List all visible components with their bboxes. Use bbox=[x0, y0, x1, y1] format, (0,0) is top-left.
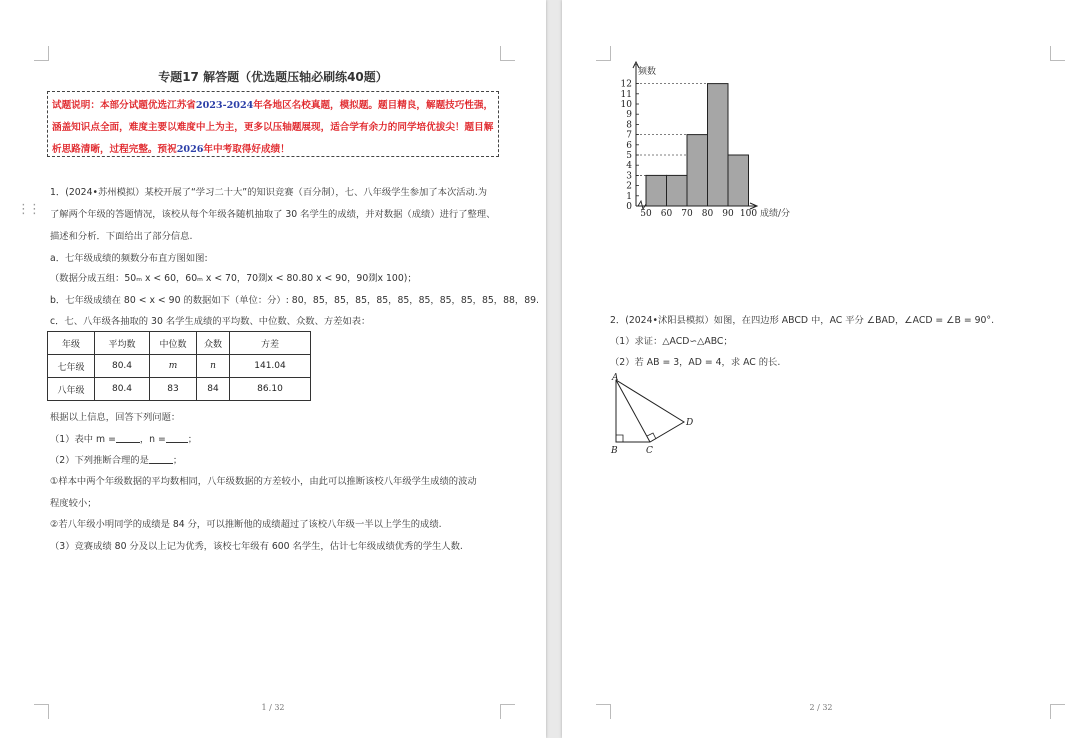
q2-part1: （1）求证：△ACD∽△ABC； bbox=[610, 336, 733, 347]
crop-mark bbox=[34, 46, 49, 61]
q1-part1-text: ，n = bbox=[139, 434, 166, 445]
y-tick-label: 9 bbox=[626, 110, 632, 121]
histogram-x-ticks bbox=[640, 209, 757, 219]
table-cell: 83 bbox=[150, 378, 197, 401]
table-cell: 86.10 bbox=[230, 378, 311, 401]
y-tick-label: 2 bbox=[626, 181, 632, 192]
table-cell: 八年级 bbox=[48, 378, 95, 401]
histogram-bar bbox=[646, 175, 667, 206]
q1-intro: 1．(2024•苏州模拟）某校开展了“学习二十大”的知识竞赛（百分制），七、八年级学生参加了本次活动.为 bbox=[50, 187, 488, 198]
table-header-row bbox=[48, 332, 311, 355]
y-tick-label: 6 bbox=[626, 140, 632, 151]
x-axis-label: 成绩/分 bbox=[760, 209, 791, 219]
notice-year: 2026 bbox=[176, 144, 204, 155]
y-tick-label: 0 bbox=[626, 202, 632, 212]
x-tick-label: 60 bbox=[660, 209, 673, 219]
q1-part2 bbox=[50, 452, 182, 466]
page-number: 1 / 32 bbox=[261, 703, 285, 712]
table-header: 年级 bbox=[48, 332, 95, 355]
x-tick-label: 90 bbox=[722, 209, 734, 219]
y-axis-label: 频数 bbox=[638, 67, 657, 77]
q1-part2-text: ； bbox=[172, 455, 183, 466]
y-tick-label: 8 bbox=[626, 120, 632, 131]
q1-intro: 描述和分析．下面给出了部分信息. bbox=[50, 231, 193, 242]
crop-mark bbox=[500, 46, 515, 61]
answer-blank bbox=[149, 454, 173, 464]
histogram-bar bbox=[687, 135, 708, 206]
y-tick-label: 3 bbox=[626, 171, 632, 182]
y-tick-label: 4 bbox=[626, 161, 632, 172]
frequency-histogram bbox=[602, 58, 802, 226]
y-tick-label: 12 bbox=[620, 79, 632, 90]
table-cell: m bbox=[150, 355, 197, 378]
q1-a-label: a．七年级成绩的频数分布直方图如图: bbox=[50, 253, 208, 264]
q1-part1 bbox=[50, 431, 197, 445]
x-tick-label: 70 bbox=[681, 209, 693, 219]
table-header: 中位数 bbox=[150, 332, 197, 355]
axis-break-mark bbox=[638, 201, 646, 209]
y-tick-label: 1 bbox=[626, 191, 632, 202]
y-tick-label: 10 bbox=[620, 100, 632, 110]
x-tick-label: 50 bbox=[640, 209, 652, 219]
answer-blank bbox=[116, 433, 140, 443]
vertex-label-b: B bbox=[611, 446, 618, 456]
table-row bbox=[48, 355, 311, 378]
table-cell: 84 bbox=[197, 378, 230, 401]
q1-part1-text: （1）表中 m = bbox=[50, 434, 116, 445]
x-tick-label: 80 bbox=[701, 209, 714, 219]
table-cell: 七年级 bbox=[48, 355, 95, 378]
document-title: 专题17 解答题（优选题压轴必刷练40题） bbox=[158, 70, 388, 84]
q2-intro: 2．(2024•沭阳县模拟）如图，在四边形 ABCD 中，AC 平分 ∠BAD，∠ACD = ∠B = 90°. bbox=[610, 315, 995, 326]
x-tick-label: 100 bbox=[739, 209, 758, 219]
table-header: 方差 bbox=[230, 332, 311, 355]
notice-text: 试题说明：本部分试题优选江苏省 bbox=[52, 100, 196, 111]
quadrilateral-figure bbox=[606, 372, 702, 458]
q1-part1-text: ； bbox=[187, 434, 198, 445]
vertex-label-a: A bbox=[612, 373, 619, 383]
q1-part2-text: （2）下列推断合理的是 bbox=[50, 455, 149, 466]
answer-blank bbox=[166, 433, 188, 443]
y-tick-label: 11 bbox=[620, 89, 632, 100]
notice-year: 2023-2024 bbox=[195, 100, 254, 111]
q1-b-line: b．七年级成绩在 80 < x < 90 的数据如下（单位：分）: 80，85，85，85，85，85，85，85，85，85，88，89. bbox=[50, 295, 539, 306]
q1-reason-1: ①样本中两个年级数据的平均数相同，八年级数据的方差较小，由此可以推断该校八年级学生成绩的波动 bbox=[50, 476, 477, 487]
q1-c-line: c．七、八年级各抽取的 30 名学生成绩的平均数、中位数、众数、方差如表： bbox=[50, 316, 371, 327]
quadrilateral-outline bbox=[616, 380, 684, 442]
q1-prompt: 根据以上信息，回答下列问题： bbox=[50, 412, 181, 423]
q1-a-groups: （数据分成五组：50ₘ x < 60，60ₘ x < 70，70剟x < 80.80 x < 90，90剟x 100)； bbox=[50, 273, 417, 284]
vertex-label-c: C bbox=[646, 446, 653, 456]
vertex-label-d: D bbox=[686, 418, 694, 428]
histogram-bar bbox=[708, 84, 729, 206]
notice-box bbox=[47, 91, 499, 157]
table-cell: 80.4 bbox=[95, 355, 150, 378]
histogram-bars bbox=[646, 84, 749, 206]
document-page-2 bbox=[562, 0, 1080, 738]
page-number: 2 / 32 bbox=[809, 703, 833, 712]
histogram-bar bbox=[728, 155, 749, 206]
histogram-bar bbox=[667, 175, 688, 206]
notice-text: 年各地区名校真题，模拟题。题目精良，解题技巧性强，涵盖知识点全面，难度主要以难度中上为主，更多以压轴题展现，适合学有余力的同学培优拔尖！题目解析思路清晰，过程完整。预祝 bbox=[52, 100, 494, 155]
table-cell: 141.04 bbox=[230, 355, 311, 378]
stats-table bbox=[47, 331, 311, 401]
notice-text: 年中考取得好成绩！ bbox=[203, 144, 290, 155]
table-header: 平均数 bbox=[95, 332, 150, 355]
y-tick-label: 5 bbox=[626, 151, 632, 161]
q2-part2: （2）若 AB = 3，AD = 4，求 AC 的长. bbox=[610, 357, 781, 368]
y-tick-label: 7 bbox=[626, 130, 632, 141]
q1-intro: 了解两个年级的答题情况，该校从每个年级各随机抽取了 30 名学生的成绩，并对数据（成绩）进行了整理、 bbox=[50, 209, 496, 220]
q1-reason-1: 程度较小； bbox=[50, 498, 97, 509]
table-header: 众数 bbox=[197, 332, 230, 355]
table-cell: n bbox=[197, 355, 230, 378]
crop-mark bbox=[1050, 46, 1065, 61]
table-row bbox=[48, 378, 311, 401]
q1-part3: （3）竞赛成绩 80 分及以上记为优秀，该校七年级有 600 名学生，估计七年级成绩优秀的学生人数. bbox=[50, 541, 463, 552]
q1-reason-2: ②若八年级小明同学的成绩是 84 分，可以推断他的成绩超过了该校八年级一半以上学生的成绩. bbox=[50, 519, 442, 530]
table-cell: 80.4 bbox=[95, 378, 150, 401]
diagonal-ac bbox=[616, 380, 650, 442]
right-angle-mark-b bbox=[616, 435, 623, 442]
drag-handle-icon[interactable]: ⋮⋮ bbox=[17, 202, 39, 217]
